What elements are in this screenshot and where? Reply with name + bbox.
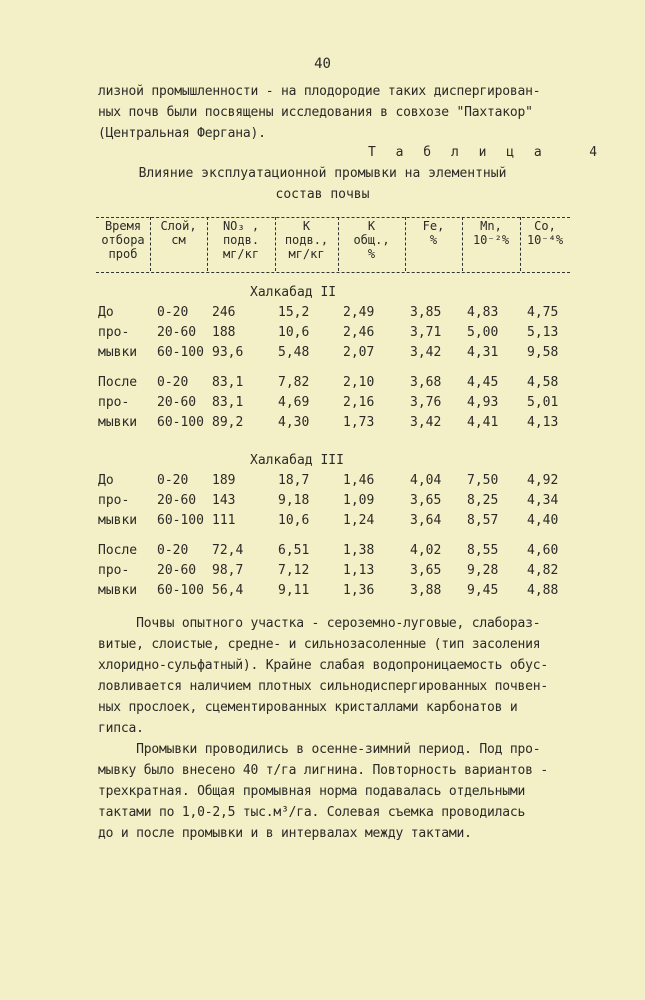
body-line: Почвы опытного участка - сероземно-луговые, слабораз-	[98, 616, 541, 631]
table-cell: 0-20	[157, 543, 189, 558]
table-cell: 10,6	[278, 513, 310, 528]
table-cell: 20-60	[157, 395, 197, 410]
table-cell: про-	[98, 395, 130, 410]
column-header-text: %	[367, 247, 376, 261]
table-cell: 1,36	[343, 583, 375, 598]
column-header	[207, 219, 275, 261]
table-cell: 8,55	[467, 543, 499, 558]
table-cell: 4,69	[278, 395, 310, 410]
table-cell: 4,13	[527, 415, 559, 430]
column-divider	[275, 217, 276, 271]
column-header-text: Fe,	[422, 219, 445, 233]
table-cell: 5,13	[527, 325, 559, 340]
table-cell: 98,7	[212, 563, 244, 578]
table-cell: 20-60	[157, 493, 197, 508]
table-cell: 4,60	[527, 543, 559, 558]
column-header-text: %	[429, 233, 438, 247]
table-cell: 4,58	[527, 375, 559, 390]
table-cell: 83,1	[212, 375, 244, 390]
table-cell: 1,38	[343, 543, 375, 558]
table-cell: про-	[98, 563, 130, 578]
table-cell: 7,82	[278, 375, 310, 390]
table-cell: 4,04	[410, 473, 442, 488]
table-cell: 2,46	[343, 325, 375, 340]
table-title-line: Влияние эксплуатационной промывки на элементный	[138, 166, 507, 181]
column-header-text: K	[302, 219, 311, 233]
table-cell: 4,88	[527, 583, 559, 598]
table-cell: 9,18	[278, 493, 310, 508]
table-cell: 56,4	[212, 583, 244, 598]
body-line: Промывки проводились в осенне-зимний период. Под про-	[98, 742, 541, 757]
body-line: мывку было внесено 40 т/га лигнина. Повторность вариантов -	[98, 763, 548, 778]
table-cell: 2,10	[343, 375, 375, 390]
column-header	[150, 219, 207, 247]
table-cell: мывки	[98, 583, 138, 598]
page-number: 40	[314, 56, 331, 72]
column-header	[338, 219, 405, 261]
table-cell: 4,45	[467, 375, 499, 390]
table-cell: 3,88	[410, 583, 442, 598]
table-cell: про-	[98, 325, 130, 340]
table-cell: 9,45	[467, 583, 499, 598]
column-header-text: NO₃ ,	[222, 219, 260, 233]
column-header-text: проб	[108, 247, 138, 261]
column-header	[405, 219, 462, 247]
body-line: тактами по 1,0-2,5 тыс.м³/га. Солевая съемка проводилась	[98, 805, 526, 820]
table-cell: 2,07	[343, 345, 375, 360]
column-header-text: Время	[104, 219, 142, 233]
table-cell: 3,42	[410, 415, 442, 430]
column-header-text: см	[171, 233, 186, 247]
table-cell: 60-100	[157, 345, 204, 360]
table-cell: 3,65	[410, 563, 442, 578]
table-cell: 4,82	[527, 563, 559, 578]
table-cell: 246	[212, 305, 236, 320]
table-cell: 1,46	[343, 473, 375, 488]
table-cell: 189	[212, 473, 236, 488]
column-header-text: 10⁻⁴%	[526, 233, 564, 247]
body-line: ловливается наличием плотных сильнодиспергированных почвен-	[98, 679, 548, 694]
table-cell: 9,58	[527, 345, 559, 360]
table-cell: 5,48	[278, 345, 310, 360]
table-cell: 4,41	[467, 415, 499, 430]
column-header	[462, 219, 520, 247]
table-cell: 2,16	[343, 395, 375, 410]
table-cell: 4,75	[527, 305, 559, 320]
intro-line: лизной промышленности - на плодородие таких диспергирован-	[98, 84, 541, 99]
column-header-text: Слой,	[160, 219, 197, 233]
body-line: трехкратная. Общая промывная норма подавалась отдельными	[98, 784, 526, 799]
table-cell: 4,30	[278, 415, 310, 430]
table-cell: 93,6	[212, 345, 244, 360]
table-cell: 3,68	[410, 375, 442, 390]
table-cell: 15,2	[278, 305, 310, 320]
table-cell: 188	[212, 325, 236, 340]
column-header-text: K	[367, 219, 376, 233]
column-divider	[462, 217, 463, 271]
table-cell: 3,64	[410, 513, 442, 528]
column-divider	[338, 217, 339, 271]
body-line: витые, слоистые, средне- и сильнозасоленные (тип засоления	[98, 637, 541, 652]
table-cell: 4,93	[467, 395, 499, 410]
body-line: гипса.	[98, 721, 144, 736]
column-header	[520, 219, 570, 247]
table-cell: мывки	[98, 415, 138, 430]
table-cell: 8,57	[467, 513, 499, 528]
table-cell: После	[98, 543, 138, 558]
table-cell: 18,7	[278, 473, 310, 488]
table-cell: мывки	[98, 345, 138, 360]
section-title: Халкабад III	[250, 453, 344, 468]
table-cell: 4,40	[527, 513, 559, 528]
table-title-line: состав почвы	[275, 187, 370, 202]
table-cell: 0-20	[157, 375, 189, 390]
column-header	[96, 219, 150, 261]
table-cell: 4,34	[527, 493, 559, 508]
table-cell: 5,00	[467, 325, 499, 340]
column-header-text: Mn,	[480, 219, 502, 233]
table-cell: 10,6	[278, 325, 310, 340]
table-cell: 4,92	[527, 473, 559, 488]
table-cell: 143	[212, 493, 236, 508]
column-header-text: подв.,	[284, 233, 329, 247]
body-line: ных прослоек, сцементированных кристаллами карбонатов и	[98, 700, 518, 715]
table-cell: 1,09	[343, 493, 375, 508]
table-cell: про-	[98, 493, 130, 508]
table-cell: 9,28	[467, 563, 499, 578]
table-cell: мывки	[98, 513, 138, 528]
body-line: до и после промывки и в интервалах между тактами.	[98, 826, 472, 841]
column-header-text: подв.	[222, 233, 260, 247]
table-cell: 9,11	[278, 583, 310, 598]
table-cell: 7,50	[467, 473, 499, 488]
table-cell: 4,31	[467, 345, 499, 360]
table-cell: 0-20	[157, 305, 189, 320]
table-cell: 2,49	[343, 305, 375, 320]
table-cell: 60-100	[157, 415, 204, 430]
column-header	[275, 219, 338, 261]
table-cell: До	[98, 473, 114, 488]
table-cell: 89,2	[212, 415, 244, 430]
table-cell: 4,83	[467, 305, 499, 320]
body-line: хлоридно-сульфатный). Крайне слабая водопроницаемость обус-	[98, 658, 548, 673]
section-title: Халкабад II	[250, 285, 337, 300]
table-cell: 60-100	[157, 583, 204, 598]
column-header-text: Co,	[534, 219, 556, 233]
table-cell: 3,85	[410, 305, 442, 320]
table-cell: 8,25	[467, 493, 499, 508]
table-cell: 3,65	[410, 493, 442, 508]
table-cell: 7,12	[278, 563, 310, 578]
column-header-text: мг/кг	[288, 247, 325, 261]
table-cell: 83,1	[212, 395, 244, 410]
column-header-text: общ.,	[353, 233, 390, 247]
table-cell: 5,01	[527, 395, 559, 410]
table-cell: 0-20	[157, 473, 189, 488]
column-header-text: 10⁻²%	[472, 233, 510, 247]
column-header-text: мг/кг	[222, 247, 260, 261]
table-cell: 4,02	[410, 543, 442, 558]
intro-line: ных почв были посвящены исследования в совхозе "Пахтакор"	[98, 105, 533, 120]
column-divider	[405, 217, 406, 271]
column-divider	[207, 217, 208, 271]
column-divider	[520, 217, 521, 271]
table-cell: 3,42	[410, 345, 442, 360]
table-cell: 60-100	[157, 513, 204, 528]
table-cell: 1,13	[343, 563, 375, 578]
table-cell: После	[98, 375, 138, 390]
table-cell: До	[98, 305, 114, 320]
table-cell: 111	[212, 513, 236, 528]
table-cell: 3,76	[410, 395, 442, 410]
table-cell: 1,73	[343, 415, 375, 430]
table-cell: 3,71	[410, 325, 442, 340]
table-cell: 1,24	[343, 513, 375, 528]
column-header-text: отбора	[101, 233, 145, 247]
intro-line: (Центральная Фергана).	[98, 126, 266, 141]
table-label: Т а б л и ц а 4	[368, 145, 604, 160]
table-cell: 6,51	[278, 543, 310, 558]
table-cell: 72,4	[212, 543, 244, 558]
table-cell: 20-60	[157, 325, 197, 340]
table-cell: 20-60	[157, 563, 197, 578]
column-divider	[150, 217, 151, 271]
